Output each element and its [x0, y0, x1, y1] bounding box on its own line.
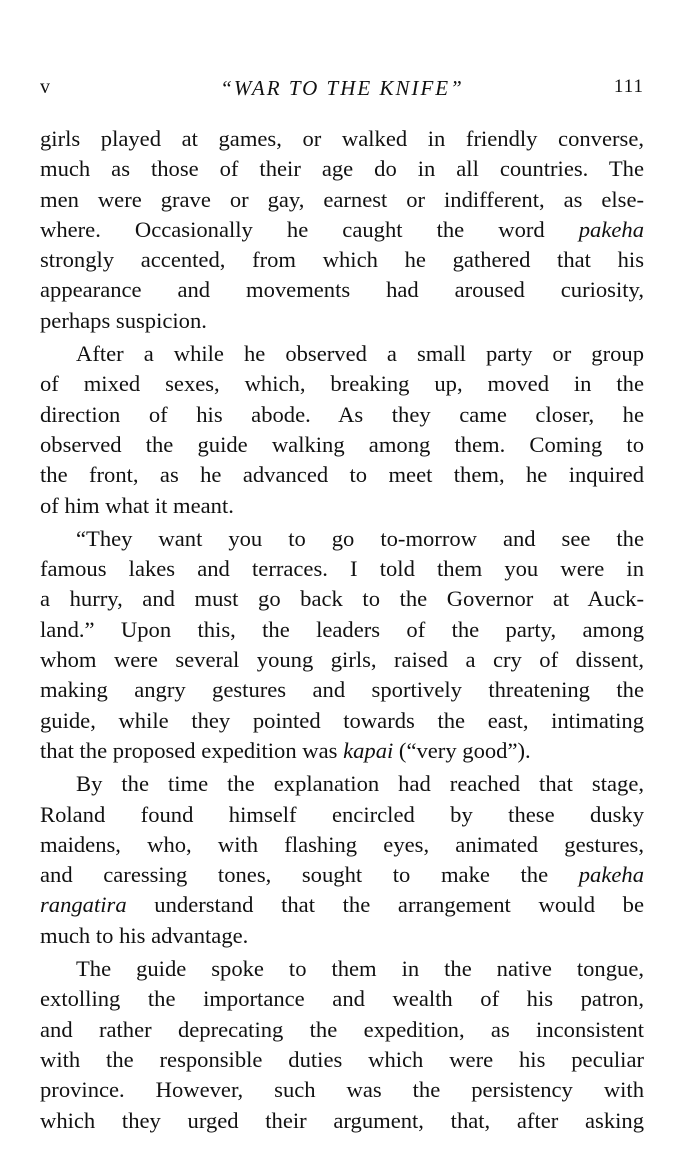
italic-term: kapai — [343, 737, 394, 763]
text-line: strongly accented, from which he gathered that his — [40, 247, 644, 273]
text-line: that the proposed expedition was kapai (“very good”). — [40, 737, 531, 763]
italic-term: pakeha — [578, 216, 644, 242]
text-line: which they urged their argument, that, after asking — [40, 1107, 644, 1133]
text-line: rangatira understand that the arrangement would be — [40, 892, 644, 918]
running-header — [40, 76, 644, 100]
text-line: men were grave or gay, earnest or indifferent, as else- — [40, 186, 644, 212]
text-line: “They want you to go to-morrow and see the — [76, 525, 644, 551]
text-line: and rather deprecating the expedition, as inconsistent — [40, 1016, 644, 1042]
text-line: Roland found himself encircled by these dusky — [40, 801, 644, 827]
text-line: of him what it meant. — [40, 492, 234, 518]
italic-term: rangatira — [40, 892, 127, 918]
text-line: appearance and movements had aroused curiosity, — [40, 277, 644, 303]
text-line: guide, while they pointed towards the east, intimating — [40, 707, 644, 733]
text-line: with the responsible duties which were his peculiar — [40, 1046, 644, 1072]
text-line: direction of his abode. As they came closer, he — [40, 401, 644, 427]
running-title: “WAR TO THE KNIFE” — [220, 76, 464, 100]
body-text — [40, 124, 644, 1136]
page-number: 111 — [613, 76, 644, 97]
text-line: extolling the importance and wealth of his patron, — [40, 986, 644, 1012]
text-line: maidens, who, with flashing eyes, animated gestures, — [40, 831, 644, 857]
text-line: whom were several young girls, raised a cry of dissent, — [40, 647, 644, 673]
text-line: perhaps suspicion. — [40, 307, 207, 333]
paragraph — [40, 124, 644, 336]
text-line: making angry gestures and sportively threatening the — [40, 677, 644, 703]
text-line: much as those of their age do in all countries. The — [40, 156, 644, 182]
text-line: a hurry, and must go back to the Governor at Auck- — [40, 586, 644, 612]
italic-term: pakeha — [578, 862, 644, 888]
text-line: girls played at games, or walked in friendly converse, — [40, 126, 644, 151]
text-line: famous lakes and terraces. I told them you were in — [40, 556, 644, 582]
text-line: By the time the explanation had reached that stage, — [76, 771, 644, 797]
chapter-number: v — [40, 76, 50, 98]
paragraph — [40, 524, 644, 766]
text-line: and caressing tones, sought to make the pakeha — [40, 862, 644, 888]
text-line: observed the guide walking among them. Coming to — [40, 431, 644, 457]
text-line: of mixed sexes, which, breaking up, moved in the — [40, 371, 644, 397]
paragraph — [40, 954, 644, 1136]
paragraph — [40, 339, 644, 521]
text-line: where. Occasionally he caught the word pakeha — [40, 216, 644, 242]
text-line: the front, as he advanced to meet them, he inquired — [40, 462, 644, 488]
text-line: After a while he observed a small party or group — [76, 341, 644, 367]
text-line: The guide spoke to them in the native tongue, — [76, 956, 644, 982]
paragraph — [40, 769, 644, 951]
text-line: land.” Upon this, the leaders of the party, among — [40, 616, 644, 642]
text-line: much to his advantage. — [40, 922, 249, 948]
text-line: province. However, such was the persistency with — [40, 1077, 644, 1103]
